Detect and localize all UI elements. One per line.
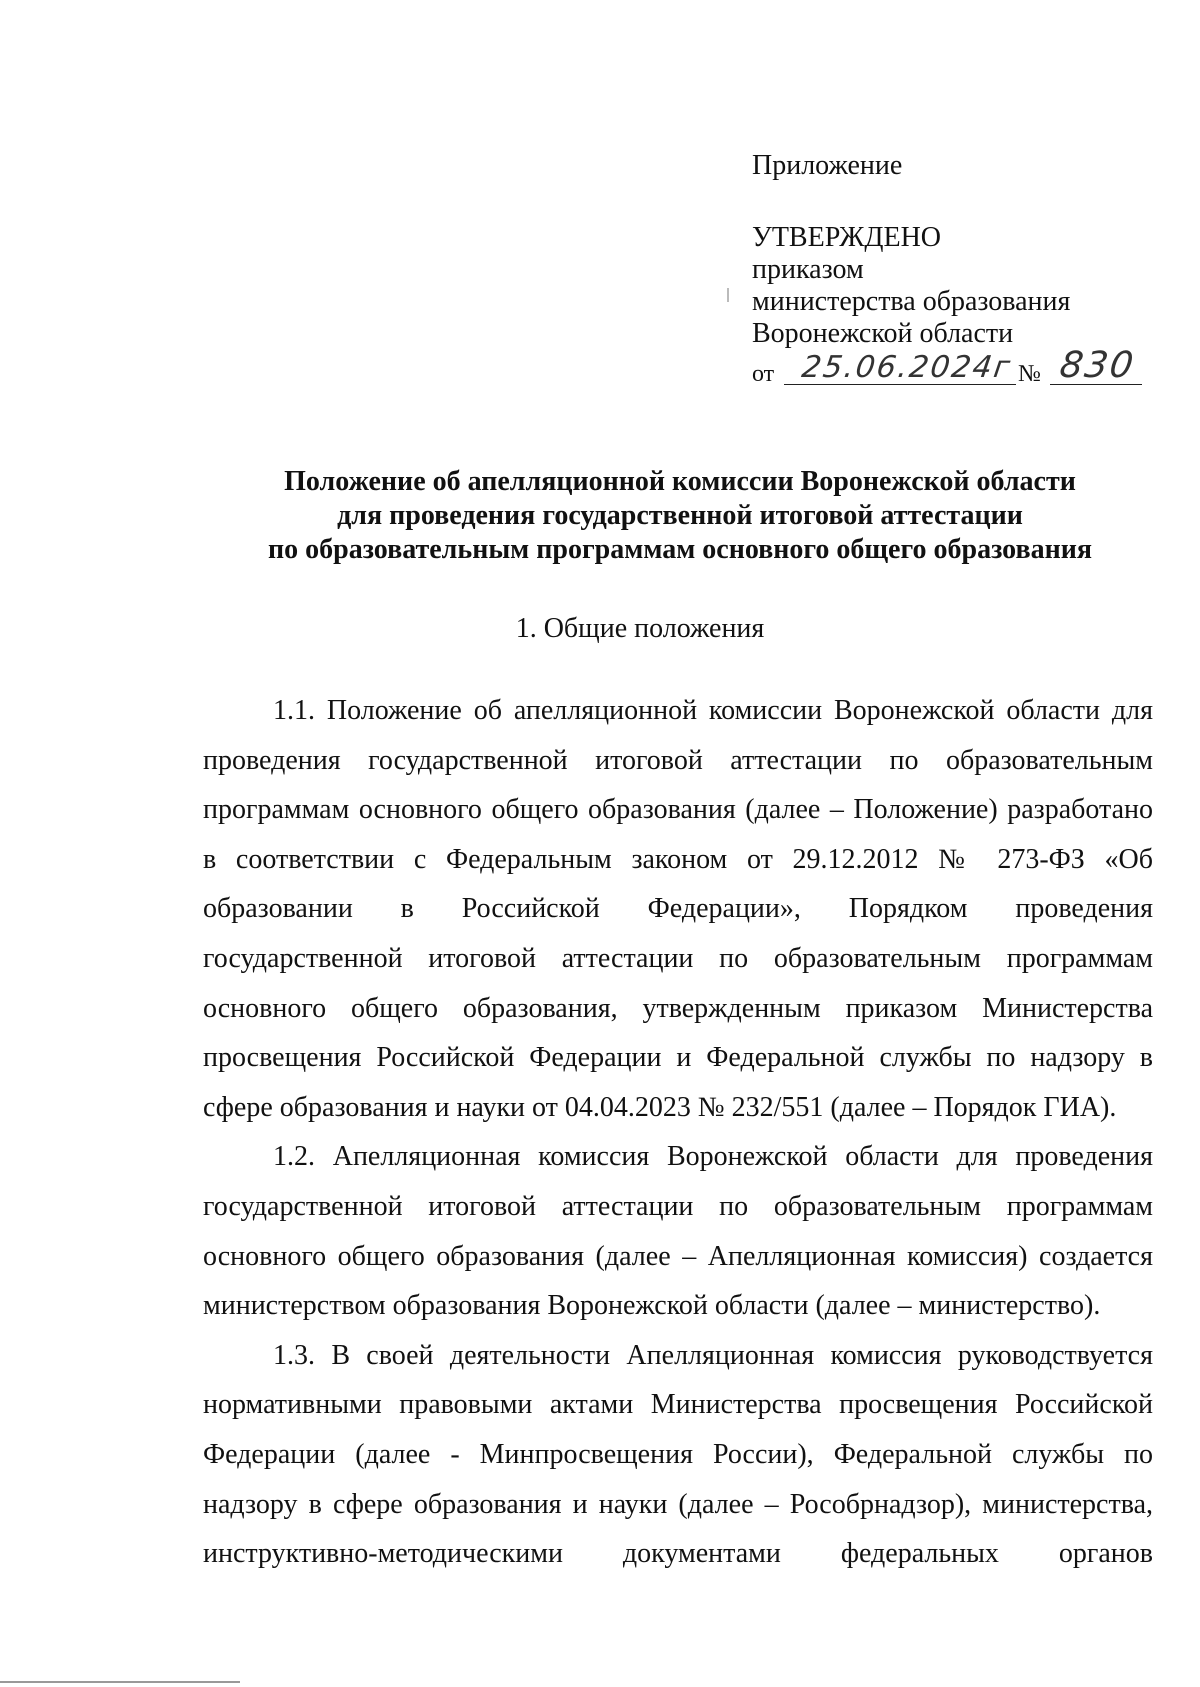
order-reference-line bbox=[752, 345, 1152, 388]
section-heading: 1. Общие положения bbox=[515, 613, 765, 644]
region-label: Воронежской области bbox=[752, 318, 1014, 349]
number-label: № bbox=[1018, 361, 1041, 387]
approval-block bbox=[752, 150, 1152, 388]
scan-artifact bbox=[727, 288, 729, 302]
document-body bbox=[203, 686, 1153, 1579]
handwritten-order-number: 830 bbox=[1057, 345, 1138, 386]
from-label: от bbox=[752, 361, 775, 387]
appendix-label: Приложение bbox=[752, 150, 903, 181]
paragraph-1-3: 1.3. В своей деятельности Апелляционная комиссия руководствуется нормативными правовыми актами Министерства просвещения Российской Федерации (далее - Минпросвещения России), Федеральной службы по надзору в сфере образования и науки (далее – Рособрнадзор), министерства, инструктивно-методическими документами федеральных органов bbox=[203, 1339, 1153, 1570]
document-title bbox=[230, 465, 1130, 567]
handwritten-order-date: 25.06.2024г bbox=[799, 350, 1015, 385]
approved-label: УТВЕРЖДЕНО bbox=[752, 222, 942, 253]
title-line-1: Положение об апелляционной комиссии Воронежской области bbox=[284, 466, 1076, 497]
paragraph-1-2: 1.2. Апелляционная комиссия Воронежской области для проведения государственной итоговой аттестации по образовательным программам основного общего образования (далее – Апелляционная комиссия) создается министерством образования Воронежской области (далее – министерство). bbox=[203, 1141, 1153, 1322]
by-order-label: приказом bbox=[752, 254, 864, 285]
title-line-2: для проведения государственной итоговой аттестации bbox=[337, 500, 1023, 531]
order-date-field bbox=[784, 350, 1016, 385]
title-line-3: по образовательным программам основного общего образования bbox=[268, 534, 1092, 565]
paragraph-1-1: 1.1. Положение об апелляционной комиссии Воронежской области для проведения государственной итоговой аттестации по образовательным программам основного общего образования (далее – Положение) разработано в соответствии с Федеральным законом от 29.12.2012 № 273-ФЗ «Об образовании в Российской Федерации», Порядком проведения государственной итоговой аттестации по образовательным программам основного общего образования, утвержденным приказом Министерства просвещения Российской Федерации и Федеральной службы по надзору в сфере образования и науки от 04.04.2023 № 232/551 (далее – Порядок ГИА). bbox=[203, 695, 1153, 1123]
order-number-field bbox=[1050, 345, 1142, 386]
scan-edge-line bbox=[0, 1681, 240, 1683]
ministry-label: министерства образования bbox=[752, 286, 1071, 317]
